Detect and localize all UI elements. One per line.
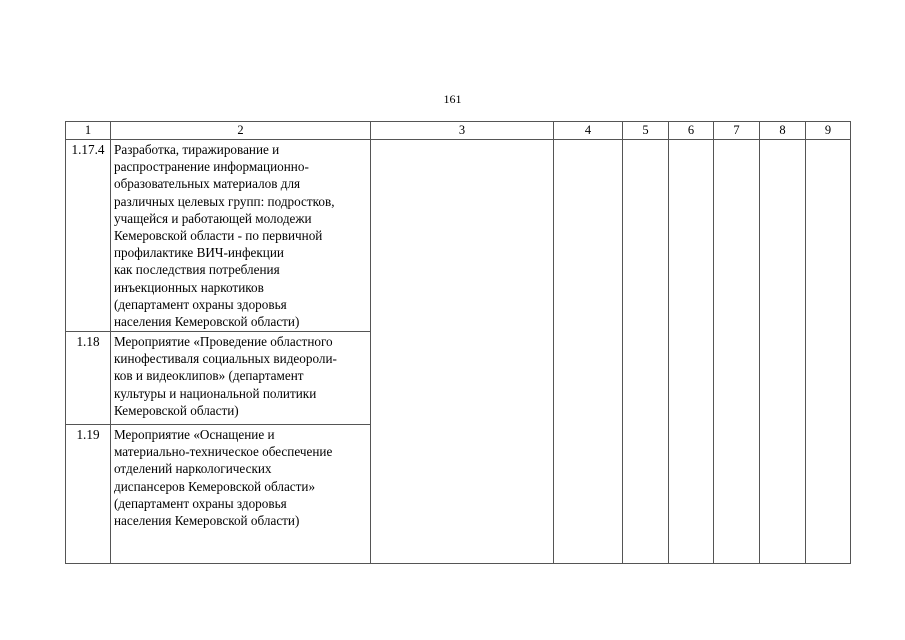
description-line: диспансеров Кемеровской области» — [114, 478, 316, 494]
cell-col-8 — [760, 140, 806, 564]
row-description — [111, 332, 371, 425]
description-line: инъекционных наркотиков — [114, 279, 264, 295]
column-header-8: 8 — [760, 122, 806, 140]
column-header-3: 3 — [371, 122, 554, 140]
cell-col-3 — [371, 140, 554, 564]
cell-col-6 — [669, 140, 714, 564]
column-header-4: 4 — [554, 122, 623, 140]
description-line: Разработка, тиражирование и — [114, 142, 280, 157]
description-line: профилактике ВИЧ-инфекции — [114, 245, 284, 261]
cell-col-7 — [714, 140, 760, 564]
cell-col-4 — [554, 140, 623, 564]
row-number: 1.19 — [66, 425, 111, 564]
column-header-5: 5 — [623, 122, 669, 140]
description-line: культуры и национальной политики — [114, 385, 317, 401]
description-line: учащейся и работающей молодежи — [114, 210, 312, 226]
description-line: (департамент охраны здоровья — [114, 495, 287, 511]
description-line: материально-техническое обеспечение — [114, 444, 333, 460]
header-row — [66, 122, 851, 140]
description-line: Мероприятие «Оснащение и — [114, 427, 275, 442]
description-line: ков и видеоклипов» (департамент — [114, 368, 304, 384]
description-line: (департамент охраны здоровья — [114, 296, 287, 312]
description-line: Мероприятие «Проведение областного — [114, 334, 333, 349]
description-line: образовательных материалов для — [114, 176, 301, 192]
description-line: кинофестиваля социальных видеороли- — [114, 351, 337, 367]
description-line: населения Кемеровской области) — [114, 314, 300, 330]
column-header-9: 9 — [806, 122, 851, 140]
table-row — [66, 140, 851, 332]
description-line: Кемеровской области) — [114, 402, 239, 418]
column-header-1: 1 — [66, 122, 111, 140]
row-number: 1.17.4 — [66, 140, 111, 332]
description-line: Кемеровской области - по первичной — [114, 228, 323, 244]
row-description — [111, 140, 371, 332]
cell-col-5 — [623, 140, 669, 564]
column-header-7: 7 — [714, 122, 760, 140]
program-table — [65, 121, 851, 564]
description-line: отделений наркологических — [114, 461, 272, 477]
row-number: 1.18 — [66, 332, 111, 425]
column-header-6: 6 — [669, 122, 714, 140]
cell-col-9 — [806, 140, 851, 564]
row-description — [111, 425, 371, 564]
page-number: 161 — [443, 92, 462, 106]
description-line: различных целевых групп: подростков, — [114, 193, 335, 209]
description-line: распространение информационно- — [114, 159, 309, 175]
description-line: населения Кемеровской области) — [114, 513, 300, 529]
column-header-2: 2 — [111, 122, 371, 140]
description-line: как последствия потребления — [114, 262, 280, 278]
